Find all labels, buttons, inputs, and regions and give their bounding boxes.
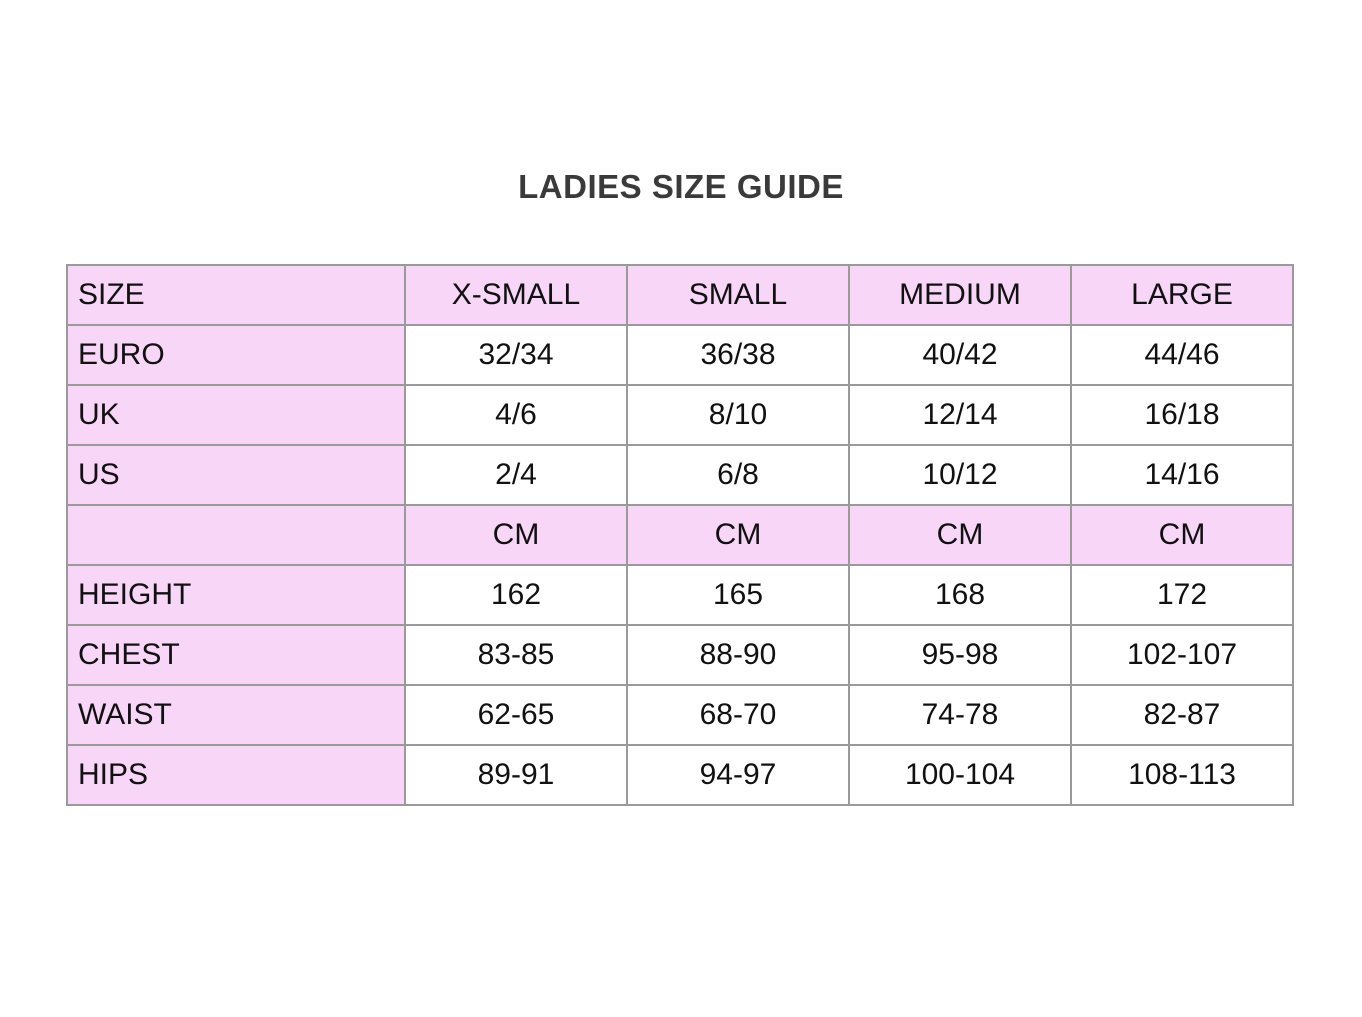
cell-us-medium: 10/12: [849, 445, 1071, 505]
row-label-empty: [67, 505, 405, 565]
page-title: LADIES SIZE GUIDE: [518, 168, 844, 205]
row-label-us: US: [67, 445, 405, 505]
row-label-uk: UK: [67, 385, 405, 445]
size-guide-table: [66, 264, 1294, 806]
cell-us-xsmall: 2/4: [405, 445, 627, 505]
cell-unit-xsmall: CM: [405, 505, 627, 565]
cell-uk-xsmall: 4/6: [405, 385, 627, 445]
cell-height-medium: 168: [849, 565, 1071, 625]
cell-uk-medium: 12/14: [849, 385, 1071, 445]
cell-waist-large: 82-87: [1071, 685, 1293, 745]
table-header-row: [67, 265, 1293, 325]
cell-unit-large: CM: [1071, 505, 1293, 565]
cell-hips-small: 94-97: [627, 745, 849, 805]
cell-uk-small: 8/10: [627, 385, 849, 445]
cell-hips-large: 108-113: [1071, 745, 1293, 805]
cell-waist-medium: 74-78: [849, 685, 1071, 745]
row-label-waist: WAIST: [67, 685, 405, 745]
cell-unit-medium: CM: [849, 505, 1071, 565]
row-label-euro: EURO: [67, 325, 405, 385]
cell-euro-medium: 40/42: [849, 325, 1071, 385]
cell-chest-small: 88-90: [627, 625, 849, 685]
cell-hips-xsmall: 89-91: [405, 745, 627, 805]
row-label-chest: CHEST: [67, 625, 405, 685]
table-row: [67, 565, 1293, 625]
cell-unit-small: CM: [627, 505, 849, 565]
cell-us-large: 14/16: [1071, 445, 1293, 505]
cell-chest-medium: 95-98: [849, 625, 1071, 685]
cell-height-large: 172: [1071, 565, 1293, 625]
cell-waist-small: 68-70: [627, 685, 849, 745]
cell-euro-small: 36/38: [627, 325, 849, 385]
cell-euro-xsmall: 32/34: [405, 325, 627, 385]
cell-euro-large: 44/46: [1071, 325, 1293, 385]
table-row: [67, 625, 1293, 685]
cell-waist-xsmall: 62-65: [405, 685, 627, 745]
cell-hips-medium: 100-104: [849, 745, 1071, 805]
table-row: [67, 385, 1293, 445]
cell-chest-xsmall: 83-85: [405, 625, 627, 685]
table-row: [67, 325, 1293, 385]
cell-height-xsmall: 162: [405, 565, 627, 625]
cell-height-small: 165: [627, 565, 849, 625]
header-col-large: LARGE: [1071, 265, 1293, 325]
row-label-height: HEIGHT: [67, 565, 405, 625]
cell-us-small: 6/8: [627, 445, 849, 505]
header-col-medium: MEDIUM: [849, 265, 1071, 325]
cell-uk-large: 16/18: [1071, 385, 1293, 445]
header-col-xsmall: X-SMALL: [405, 265, 627, 325]
header-label-size: SIZE: [67, 265, 405, 325]
table-row: [67, 745, 1293, 805]
table-row: [67, 685, 1293, 745]
cell-chest-large: 102-107: [1071, 625, 1293, 685]
row-label-hips: HIPS: [67, 745, 405, 805]
table-unit-row: [67, 505, 1293, 565]
table-row: [67, 445, 1293, 505]
header-col-small: SMALL: [627, 265, 849, 325]
